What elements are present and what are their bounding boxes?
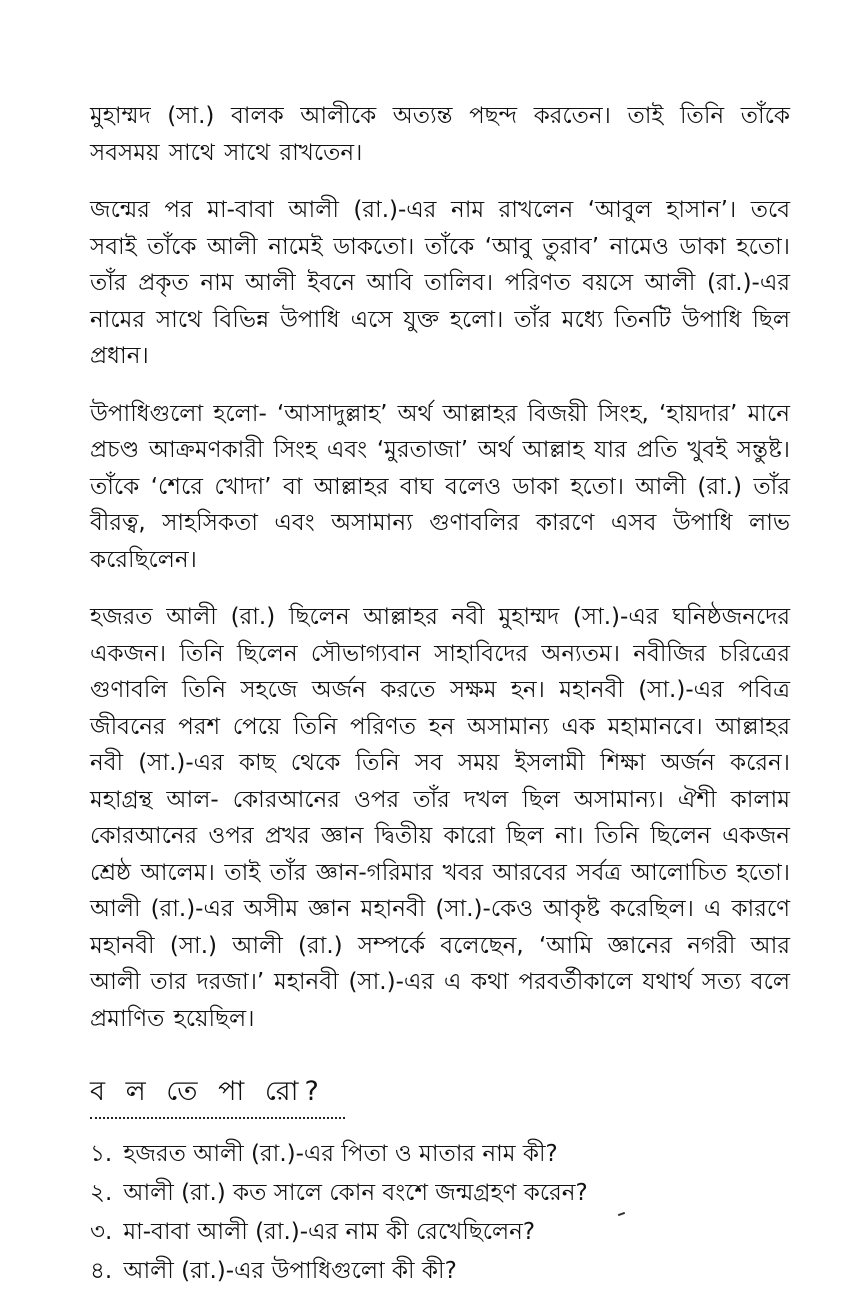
question-text: মা-বাবা আলী (রা.)-এর নাম কী রেখেছিলেন? (123, 1219, 536, 1245)
paragraph-1: মুহাম্মদ (সা.) বালক আলীকে অত্যন্ত পছন্দ করতেন। তাই তিনি তাঁকে সবসময় সাথে সাথে রাখতেন। (90, 103, 790, 166)
question-text: হজরত আলী (রা.)-এর পিতা ও মাতার নাম কী? (123, 1141, 558, 1167)
book-page (90, 98, 790, 1291)
question-number: ৪. (90, 1258, 113, 1284)
question-item (90, 1213, 790, 1252)
dotted-divider (90, 1117, 345, 1119)
question-item (90, 1135, 790, 1174)
question-number: ২. (90, 1180, 113, 1206)
question-text: আলী (রা.)-এর উপাধিগুলো কী কী? (123, 1258, 457, 1284)
paragraph-4: হজরত আলী (রা.) ছিলেন আল্লাহর নবী মুহাম্মদ (সা.)-এর ঘনিষ্ঠজনদের একজন। তিনি ছিলেন সৌভাগ্যবান সাহাবিদের অন্যতম। নবীজির চরিত্রের গুণাবলি তিনি সহজে অর্জন করতে সক্ষম হন। মহানবী (সা.)-এর পবিত্র জীবনের পরশ পেয়ে তিনি পরিণত হন অসামান্য এক মহামানবে। আল্লাহর নবী (সা.)-এর কাছ থেকে তিনি সব সময় ইসলামী শিক্ষা অর্জন করেন। মহাগ্রন্থ আল- কোরআনের ওপর তাঁর দখল ছিল অসামান্য। ঐশী কালাম কোরআনের ওপর প্রখর জ্ঞান দ্বিতীয় কারো ছিল না। তিনি ছিলেন একজন শ্রেষ্ঠ আলেম। তাই তাঁর জ্ঞান-গরিমার খবর আরবের সর্বত্র আলোচিত হতো। আলী (রা.)-এর অসীম জ্ঞান মহানবী (সা.)-কেও আকৃষ্ট করেছিল। এ কারণে মহানবী (সা.) আলী (রা.) সম্পর্কে বলেছেন, ‘আমি জ্ঞানের নগরী আর আলী তার দরজা।’ মহানবী (সা.)-এর এ কথা পরবর্তীকালে যথার্থ সত্য বলে প্রমাণিত হয়েছিল। (90, 604, 790, 1032)
question-list (90, 1135, 790, 1291)
paragraph-3: উপাধিগুলো হলো- ‘আসাদুল্লাহ’ অর্থ আল্লাহর বিজয়ী সিংহ, ‘হায়দার’ মানে প্রচণ্ড আক্রমণকারী সিংহ এবং ‘মুরতাজা’ অর্থ আল্লাহ যার প্রতি খুবই সন্তুষ্ট। তাঁকে ‘শেরে খোদা’ বা আল্লাহর বাঘ বলেও ডাকা হতো। আলী (রা.) তাঁর বীরত্ব, সাহসিকতা এবং অসামান্য গুণাবলির কারণে এসব উপাধি লাভ করেছিলেন। (90, 400, 790, 573)
question-number: ১. (90, 1141, 113, 1167)
question-text: আলী (রা.) কত সালে কোন বংশে জন্মগ্রহণ করেন? (123, 1180, 588, 1206)
question-item (90, 1174, 790, 1213)
paragraph-2: জন্মের পর মা-বাবা আলী (রা.)-এর নাম রাখলেন ‘আবুল হাসান’। তবে সবাই তাঁকে আলী নামেই ডাকতো। তাঁকে ‘আবু তুরাব’ নামেও ডাকা হতো। তাঁর প্রকৃত নাম আলী ইবনে আবি তালিব। পরিণত বয়সে আলী (রা.)-এর নামের সাথে বিভিন্ন উপাধি এসে যুক্ত হলো। তাঁর মধ্যে তিনটি উপাধি ছিল প্রধান। (90, 197, 790, 369)
question-number: ৩. (90, 1219, 113, 1245)
question-item (90, 1252, 790, 1291)
section-heading: ব ল তে পা রো? (90, 1076, 325, 1107)
